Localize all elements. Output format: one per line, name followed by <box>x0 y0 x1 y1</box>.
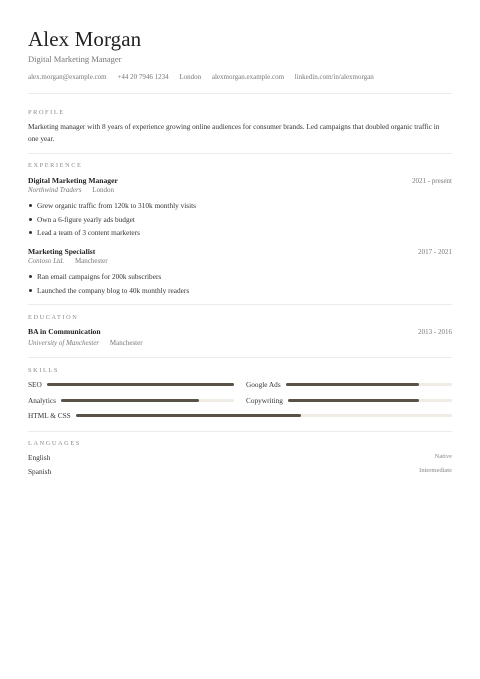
school-location: Manchester <box>109 339 143 347</box>
contact-city: London <box>179 73 202 81</box>
skill-level-bar <box>288 399 452 402</box>
skill-row <box>28 410 452 420</box>
language-name: Spanish <box>28 467 52 476</box>
school-line <box>28 339 143 347</box>
divider <box>28 304 452 305</box>
list-item: Launched the company blog to 40k monthly readers <box>28 285 189 299</box>
job-dates: 2021 - present <box>411 177 452 185</box>
skill-name: Copywriting <box>246 395 283 405</box>
skill-level-bar <box>286 383 452 386</box>
job-title: Marketing Specialist <box>28 247 96 256</box>
skill-level-bar <box>47 383 234 386</box>
section-title-experience: EXPERIENCE <box>28 162 83 169</box>
language-name: English <box>28 453 51 462</box>
job-company: Contoso Ltd. <box>28 257 65 265</box>
candidate-name: Alex Morgan <box>28 27 142 51</box>
language-level: Intermediate <box>419 467 452 474</box>
contact-website[interactable]: alexmorgan.example.com <box>211 73 285 81</box>
section-title-education: EDUCATION <box>28 314 79 321</box>
job-company-line <box>28 186 114 194</box>
job-title: Digital Marketing Manager <box>28 176 118 185</box>
language-row <box>28 453 452 463</box>
skill-row <box>246 395 452 405</box>
skill-level-bar <box>61 399 234 402</box>
degree-title: BA in Communication <box>28 327 101 336</box>
job-location: Manchester <box>74 257 108 265</box>
skill-name: HTML & CSS <box>28 410 71 420</box>
skill-level-fill <box>286 383 419 386</box>
list-item: Lead a team of 3 content marketers <box>28 227 196 241</box>
skill-level-fill <box>288 399 419 402</box>
language-row <box>28 467 452 477</box>
skill-level-fill <box>61 399 199 402</box>
skill-level-fill <box>76 414 302 417</box>
education-dates: 2013 - 2016 <box>418 328 452 336</box>
list-item: Own a 6-figure yearly ads budget <box>28 214 196 228</box>
skill-level-bar <box>76 414 452 417</box>
divider <box>28 93 452 94</box>
skill-row <box>246 379 452 389</box>
contact-line <box>28 73 383 81</box>
candidate-role: Digital Marketing Manager <box>28 54 122 64</box>
section-title-skills: SKILLS <box>28 367 59 374</box>
skill-name: SEO <box>28 379 42 389</box>
contact-email[interactable]: alex.morgan@example.com <box>28 73 107 81</box>
list-item: Grew organic traffic from 120k to 310k monthly visits <box>28 200 196 214</box>
job-company-line <box>28 257 108 265</box>
skill-level-fill <box>47 383 234 386</box>
contact-phone[interactable]: +44 20 7946 1234 <box>117 73 169 81</box>
divider <box>28 431 452 432</box>
skill-row <box>28 395 234 405</box>
language-level: Native <box>434 453 452 460</box>
job-location: London <box>92 186 115 194</box>
divider <box>28 357 452 358</box>
profile-summary: Marketing manager with 8 years of experience growing online audiences for consumer brands. Led campaigns that doubled organic traffic in one year. <box>28 122 440 143</box>
skill-name: Google Ads <box>246 379 281 389</box>
job-company: Northwind Traders <box>28 186 82 194</box>
list-item: Ran email campaigns for 200k subscribers <box>28 271 189 285</box>
job-bullets <box>28 200 196 241</box>
skill-row <box>28 379 234 389</box>
job-dates: 2017 - 2021 <box>418 248 452 256</box>
contact-linkedin[interactable]: linkedin.com/in/alexmorgan <box>294 73 374 81</box>
section-title-profile: PROFILE <box>28 109 65 116</box>
school-name: University of Manchester <box>28 339 100 347</box>
job-bullets <box>28 271 189 298</box>
divider <box>28 153 452 154</box>
skill-name: Analytics <box>28 395 56 405</box>
section-title-languages: LANGUAGES <box>28 440 81 447</box>
